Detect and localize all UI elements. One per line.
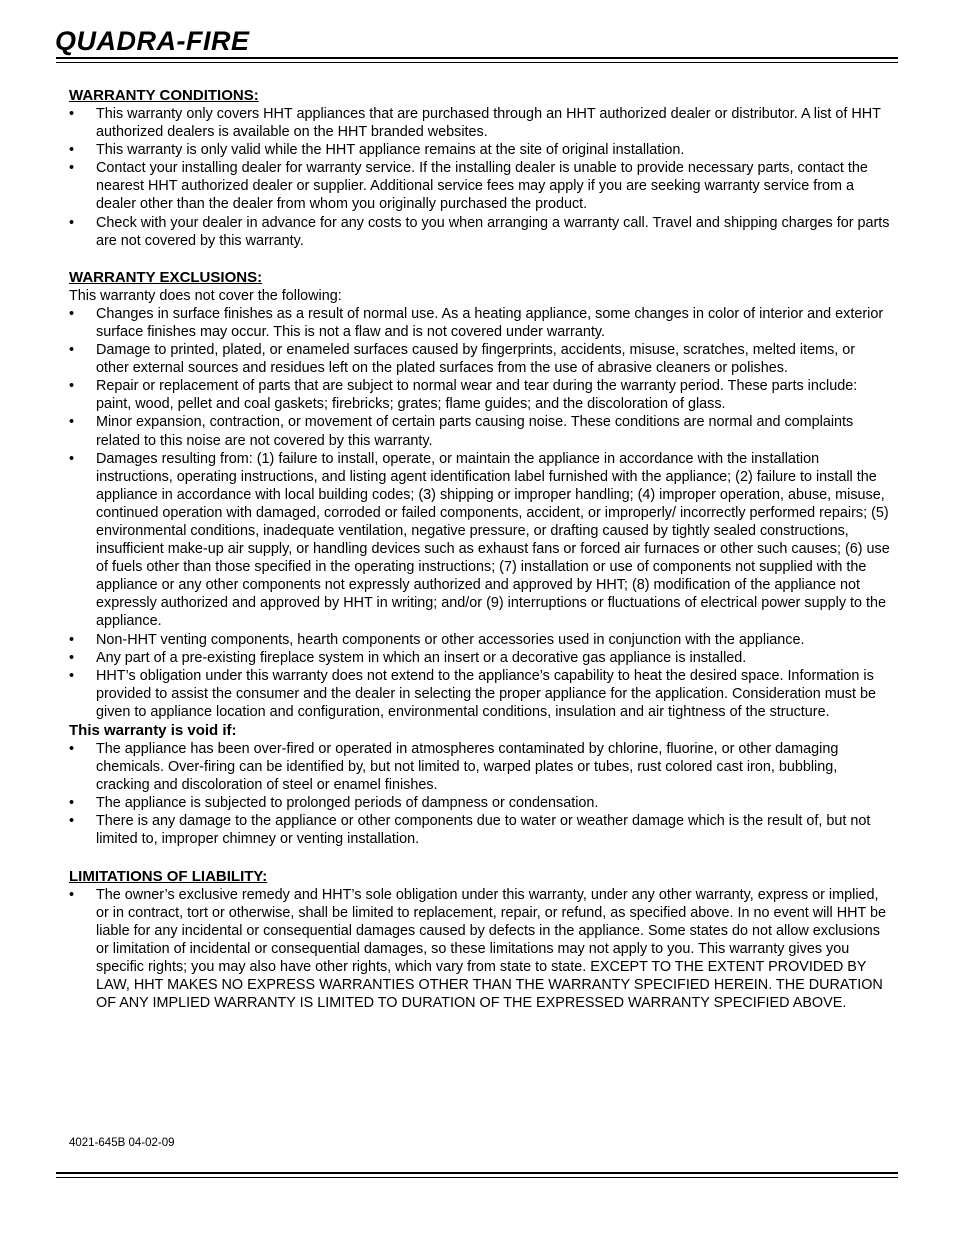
list-item xyxy=(69,794,891,812)
section-warranty-void xyxy=(69,721,891,849)
bullet-icon: • xyxy=(69,741,75,757)
list-item-text: Any part of a pre-existing fireplace system in which an insert or a decorative gas appliance is installed. xyxy=(96,649,747,666)
list-item xyxy=(69,305,891,341)
list-item-text: HHT’s obligation under this warranty does not extend to the appliance’s capability to heat the desired space. Information is provided to assist the consumer and the dealer in selecting the proper appliance for the application. Consideration must be given to appliance location and configuration, environmental conditions, insulation and air tightness of the structure. xyxy=(96,667,876,720)
list-item xyxy=(69,812,891,848)
list-item xyxy=(69,159,891,213)
heading-limitations-of-liability: LIMITATIONS OF LIABILITY: xyxy=(69,867,268,885)
document-number: 4021-645B 04-02-09 xyxy=(69,1137,175,1149)
list-item xyxy=(69,105,891,141)
section-gap xyxy=(69,849,891,867)
bullet-icon: • xyxy=(69,160,75,177)
heading-warranty-void: This warranty is void if: xyxy=(69,722,237,739)
bullet-icon: • xyxy=(69,342,75,359)
section-warranty-exclusions xyxy=(69,268,891,721)
list-item-text: Changes in surface finishes as a result of normal use. As a heating appliance, some changes in color of interior and exterior surface finishes may occur. This is not a flaw and is not covered under warranty. xyxy=(96,305,884,340)
list-item-text: Check with your dealer in advance for any costs to you when arranging a warranty call. Travel and shipping charges for parts are not covered by this warranty. xyxy=(96,214,890,249)
bullet-icon: • xyxy=(69,414,75,431)
list-item-text: Non-HHT venting components, hearth components or other accessories used in conjunction with the appliance. xyxy=(96,631,805,648)
list-item xyxy=(69,413,891,449)
list-item xyxy=(69,631,891,649)
list-item-text: Minor expansion, contraction, or movement of certain parts causing noise. These conditions are normal and complaints related to this noise are not covered by this warranty. xyxy=(96,414,854,449)
list-item-text: This warranty is only valid while the HHT appliance remains at the site of original installation. xyxy=(96,142,685,159)
heading-warranty-conditions: WARRANTY CONDITIONS: xyxy=(69,87,259,104)
footer-rule-thin xyxy=(56,1177,898,1178)
conditions-list xyxy=(69,105,891,250)
bullet-icon: • xyxy=(69,631,75,648)
bullet-icon: • xyxy=(69,378,75,395)
quadra-fire-logo: QUADRA-FIRE xyxy=(55,26,250,56)
list-item xyxy=(69,886,891,1013)
list-item-text: Contact your installing dealer for warranty service. If the installing dealer is unable to provide necessary parts, contact the nearest HHT authorized dealer or supplier. Additional service fees may apply if you are seeking warranty service from a dealer other than the dealer from whom you originally purchased the product. xyxy=(96,160,868,213)
liability-list xyxy=(69,886,891,1013)
list-item xyxy=(69,649,891,667)
bullet-icon: • xyxy=(69,795,75,812)
list-item-text: The appliance is subjected to prolonged periods of dampness or condensation. xyxy=(96,795,599,812)
list-item xyxy=(69,214,891,250)
exclusions-list xyxy=(69,305,891,721)
list-item xyxy=(69,450,891,631)
header-rule-thin xyxy=(56,62,898,63)
exclusions-intro: This warranty does not cover the following: xyxy=(69,287,342,304)
document-body xyxy=(69,86,891,1012)
footer-rule-thick xyxy=(56,1172,898,1174)
list-item-text: Damages resulting from: (1) failure to install, operate, or maintain the appliance in accordance with the installation instructions, operating instructions, and listing agent identification label furnished with the appliance; (2) failure to install the appliance in accordance with local building codes; (3) shipping or improper handling; (4) improper operation, abuse, misuse, continued operation with damaged, corroded or failed components, accident, or improperly/ incorrectly performed repairs; (5) environmental conditions, inadequate ventilation, negative pressure, or drafting caused by tightly sealed constructions, insufficient make-up air supply, or handling devices such as exhaust fans or forced air furnaces or other such causes; (6) use of fuels other than those specified in the operating instructions; (7) installation or use of components not supplied with the appliance or any other components not expressly authorized and approved by HHT; (8) modification of the appliance not expressly authorized and approved by HHT in writing; and/or (9) interruptions or fluctuations of electrical power supply to the appliance. xyxy=(96,450,890,630)
bullet-icon: • xyxy=(69,886,75,903)
list-item-text: The owner’s exclusive remedy and HHT’s sole obligation under this warranty, under any other warranty, express or implied, or in contract, tort or otherwise, shall be limited to replacement, repair, or refund, as specified above. In no event will HHT be liable for any incidental or consequential damages caused by defects in the appliance. Some states do not allow exclusions or limitation of incidental or consequential damages, so these limitations may not apply to you. This warranty gives you specific rights; you may also have other rights, which vary from state to state. EXCEPT TO THE EXTENT PROVIDED BY LAW, HHT MAKES NO EXPRESS WARRANTIES OTHER THAN THE WARRANTY SPECIFIED HEREIN. THE DURATION OF ANY IMPLIED WARRANTY IS LIMITED TO DURATION OF THE EXPRESSED WARRANTY SPECIFIED ABOVE. xyxy=(96,886,887,1012)
header-rule-thick xyxy=(56,57,898,59)
list-item xyxy=(69,341,891,377)
void-list xyxy=(69,740,891,849)
bullet-icon: • xyxy=(69,142,75,159)
list-item xyxy=(69,141,891,159)
list-item-text: This warranty only covers HHT appliances that are purchased through an HHT authorized dealer or distributor. A list of HHT authorized dealers is available on the HHT branded websites. xyxy=(96,106,881,141)
bullet-icon: • xyxy=(69,106,75,122)
section-warranty-conditions xyxy=(69,86,891,250)
list-item-text: There is any damage to the appliance or other components due to water or weather damage which is the result of, but not limited to, improper chimney or venting installation. xyxy=(96,813,871,848)
list-item xyxy=(69,667,891,721)
bullet-icon: • xyxy=(69,667,75,684)
list-item xyxy=(69,740,891,794)
list-item-text: Repair or replacement of parts that are subject to normal wear and tear during the warranty period. These parts include: paint, wood, pellet and coal gaskets; firebricks; grates; flame guides; and the discoloration of glass. xyxy=(96,378,858,413)
bullet-icon: • xyxy=(69,649,75,666)
bullet-icon: • xyxy=(69,813,75,830)
heading-warranty-exclusions: WARRANTY EXCLUSIONS: xyxy=(69,268,263,286)
section-limitations-of-liability xyxy=(69,867,891,1013)
list-item-text: Damage to printed, plated, or enameled surfaces caused by fingerprints, accidents, misuse, scratches, melted items, or other external sources and residues left on the plated surfaces from the use of abrasive cleaners or polishes. xyxy=(96,342,856,377)
list-item xyxy=(69,377,891,413)
section-gap xyxy=(69,250,891,268)
list-item-text: The appliance has been over-fired or operated in atmospheres contaminated by chlorine, fluorine, or other damaging chemicals. Over-firing can be identified by, but not limited to, warped plates or tubes, rust colored cast iron, bubbling, cracking and discoloration of steel or enamel finishes. xyxy=(96,741,839,794)
bullet-icon: • xyxy=(69,214,75,231)
bullet-icon: • xyxy=(69,305,75,322)
bullet-icon: • xyxy=(69,450,75,467)
